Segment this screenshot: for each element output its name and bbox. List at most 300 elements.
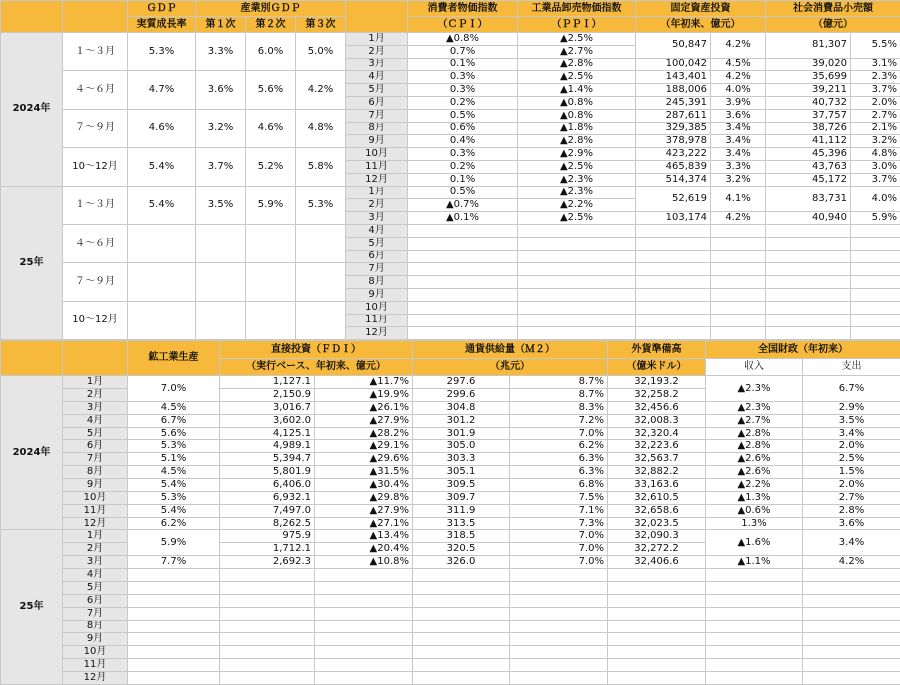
fiscal-revenue: ▲2.6% <box>706 453 803 466</box>
retail-growth <box>851 276 900 289</box>
month-label: 5月 <box>63 427 128 440</box>
quarter-label: 10～12月 <box>63 148 128 186</box>
fdi-growth <box>315 569 413 582</box>
retail-value: 39,211 <box>766 84 851 97</box>
m2-growth: 7.0% <box>510 556 608 569</box>
ppi-header: 工業品卸売物価指数 <box>518 1 636 17</box>
industry-2-value: 6.0% <box>246 33 296 71</box>
month-label: 8月 <box>63 620 128 633</box>
gdp-growth: 5.4% <box>128 148 196 186</box>
retail-value: 81,307 <box>766 33 851 59</box>
fai-value: 287,611 <box>636 109 711 122</box>
mining-value: 6.2% <box>128 517 220 530</box>
fx-value: 32,563.7 <box>608 453 706 466</box>
m2-growth: 6.3% <box>510 453 608 466</box>
cpi-value: 0.7% <box>408 45 518 58</box>
fiscal-revenue <box>706 659 803 672</box>
fai-value: 378,978 <box>636 135 711 148</box>
month-header <box>63 341 128 376</box>
expense-header: 支出 <box>803 359 900 376</box>
fx-value <box>608 646 706 659</box>
cpi-value <box>408 314 518 327</box>
m2-value <box>413 594 510 607</box>
fiscal-expense: 3.4% <box>803 530 900 556</box>
fiscal-revenue <box>706 607 803 620</box>
industry-3-value <box>296 263 346 301</box>
month-label: 5月 <box>63 581 128 594</box>
gdp-growth <box>128 224 196 262</box>
retail-growth <box>851 224 900 237</box>
fiscal-revenue <box>706 594 803 607</box>
fai-subheader: （年初来、億元） <box>636 17 766 33</box>
fai-value <box>636 224 711 237</box>
fx-value: 32,223.6 <box>608 440 706 453</box>
month-label: 4月 <box>63 569 128 582</box>
mining-value <box>128 659 220 672</box>
fiscal-expense <box>803 659 900 672</box>
retail-growth: 3.7% <box>851 173 900 186</box>
fdi-growth: ▲10.8% <box>315 556 413 569</box>
m2-growth <box>510 581 608 594</box>
fai-growth <box>711 327 766 340</box>
ppi-value: ▲0.8% <box>518 109 636 122</box>
m2-value <box>413 620 510 633</box>
month-label: 4月 <box>63 414 128 427</box>
m2-value: 301.2 <box>413 414 510 427</box>
year-label: 25年 <box>1 186 63 340</box>
m2-growth <box>510 594 608 607</box>
ppi-value: ▲2.7% <box>518 45 636 58</box>
fai-growth <box>711 224 766 237</box>
mining-value <box>128 671 220 684</box>
mining-value <box>128 646 220 659</box>
fdi-value <box>220 671 315 684</box>
fx-value: 33,163.6 <box>608 479 706 492</box>
cpi-value: 0.3% <box>408 84 518 97</box>
mining-value: 5.6% <box>128 427 220 440</box>
industry-3-header: 第３次 <box>296 17 346 33</box>
cpi-value <box>408 276 518 289</box>
month-label: 10月 <box>346 301 408 314</box>
industry-gdp-header: 産業別ＧＤＰ <box>196 1 346 17</box>
fiscal-revenue <box>706 633 803 646</box>
fiscal-expense <box>803 607 900 620</box>
fdi-header: 直接投資（ＦＤＩ） <box>220 341 413 359</box>
cpi-header: 消費者物価指数 <box>408 1 518 17</box>
industry-3-value: 5.3% <box>296 186 346 224</box>
fiscal-revenue: ▲2.3% <box>706 401 803 414</box>
m2-growth <box>510 569 608 582</box>
fiscal-expense: 2.0% <box>803 479 900 492</box>
retail-value: 45,396 <box>766 148 851 161</box>
fx-value <box>608 659 706 672</box>
m2-value: 303.3 <box>413 453 510 466</box>
fdi-value: 6,406.0 <box>220 479 315 492</box>
industry-1-value: 3.5% <box>196 186 246 224</box>
retail-growth: 2.0% <box>851 96 900 109</box>
fx-value: 32,658.6 <box>608 504 706 517</box>
mining-value: 5.4% <box>128 479 220 492</box>
retail-growth: 5.9% <box>851 212 900 225</box>
fdi-growth: ▲29.8% <box>315 491 413 504</box>
fdi-value: 6,932.1 <box>220 491 315 504</box>
fiscal-expense: 4.2% <box>803 556 900 569</box>
month-label: 2月 <box>346 45 408 58</box>
m2-growth: 7.5% <box>510 491 608 504</box>
fiscal-expense: 6.7% <box>803 376 900 402</box>
m2-value: 304.8 <box>413 401 510 414</box>
industry-1-value: 3.7% <box>196 148 246 186</box>
month-label: 4月 <box>346 224 408 237</box>
fx-value <box>608 594 706 607</box>
year-label: 2024年 <box>1 33 63 187</box>
fiscal-revenue: ▲2.8% <box>706 440 803 453</box>
month-label: 9月 <box>346 288 408 301</box>
month-label: 3月 <box>63 556 128 569</box>
mining-value: 7.0% <box>128 376 220 402</box>
month-label: 10月 <box>63 646 128 659</box>
ppi-subheader: （ＰＰＩ） <box>518 17 636 33</box>
month-label: 11月 <box>63 659 128 672</box>
retail-value <box>766 263 851 276</box>
m2-growth: 7.3% <box>510 517 608 530</box>
fiscal-expense <box>803 646 900 659</box>
industry-3-value: 5.0% <box>296 33 346 71</box>
mining-value <box>128 620 220 633</box>
m2-value: 299.6 <box>413 389 510 402</box>
m2-growth: 8.7% <box>510 389 608 402</box>
fiscal-revenue: ▲2.6% <box>706 466 803 479</box>
fdi-value: 3,016.7 <box>220 401 315 414</box>
m2-value <box>413 581 510 594</box>
mining-value: 5.4% <box>128 504 220 517</box>
fdi-growth <box>315 646 413 659</box>
cpi-value: 0.5% <box>408 186 518 199</box>
m2-growth: 7.0% <box>510 543 608 556</box>
retail-growth: 2.7% <box>851 109 900 122</box>
ppi-value <box>518 327 636 340</box>
fdi-growth: ▲11.7% <box>315 376 413 389</box>
fiscal-header: 全国財政（年初来） <box>706 341 900 359</box>
industry-3-value: 4.8% <box>296 109 346 147</box>
fai-value: 50,847 <box>636 33 711 59</box>
fai-growth: 4.1% <box>711 186 766 212</box>
industry-2-value: 5.9% <box>246 186 296 224</box>
m2-value: 318.5 <box>413 530 510 543</box>
m2-growth: 7.0% <box>510 427 608 440</box>
fdi-value: 4,125.1 <box>220 427 315 440</box>
fiscal-revenue <box>706 620 803 633</box>
fdi-growth: ▲27.9% <box>315 414 413 427</box>
m2-growth: 8.3% <box>510 401 608 414</box>
fx-value: 32,882.2 <box>608 466 706 479</box>
m2-value <box>413 633 510 646</box>
m2-growth: 6.2% <box>510 440 608 453</box>
fdi-value: 1,127.1 <box>220 376 315 389</box>
retail-value <box>766 327 851 340</box>
fiscal-expense <box>803 671 900 684</box>
fai-growth: 4.2% <box>711 33 766 59</box>
fiscal-revenue: ▲1.3% <box>706 491 803 504</box>
retail-growth: 4.0% <box>851 186 900 212</box>
retail-growth: 2.3% <box>851 71 900 84</box>
month-label: 7月 <box>346 109 408 122</box>
fai-value <box>636 250 711 263</box>
fiscal-expense <box>803 633 900 646</box>
cpi-value: 0.3% <box>408 148 518 161</box>
industry-2-value <box>246 301 296 339</box>
fdi-value: 5,394.7 <box>220 453 315 466</box>
retail-value: 83,731 <box>766 186 851 212</box>
retail-growth: 5.5% <box>851 33 900 59</box>
month-header <box>346 1 408 33</box>
month-label: 3月 <box>63 401 128 414</box>
mining-value: 5.3% <box>128 440 220 453</box>
ppi-value: ▲1.4% <box>518 84 636 97</box>
fiscal-expense: 3.5% <box>803 414 900 427</box>
fx-value: 32,272.2 <box>608 543 706 556</box>
ppi-value: ▲2.9% <box>518 148 636 161</box>
fdi-value: 2,150.9 <box>220 389 315 402</box>
fx-header: 外貨準備高 <box>608 341 706 359</box>
industry-3-value <box>296 224 346 262</box>
fiscal-revenue: ▲2.2% <box>706 479 803 492</box>
m2-growth: 7.1% <box>510 504 608 517</box>
ppi-value <box>518 314 636 327</box>
retail-value: 41,112 <box>766 135 851 148</box>
m2-growth: 7.2% <box>510 414 608 427</box>
ppi-value: ▲1.8% <box>518 122 636 135</box>
fdi-growth: ▲26.1% <box>315 401 413 414</box>
fiscal-revenue <box>706 569 803 582</box>
fiscal-expense: 1.5% <box>803 466 900 479</box>
retail-value: 39,020 <box>766 58 851 71</box>
retail-growth: 2.1% <box>851 122 900 135</box>
retail-growth: 3.2% <box>851 135 900 148</box>
month-label: 4月 <box>346 71 408 84</box>
month-label: 6月 <box>63 594 128 607</box>
ppi-value <box>518 237 636 250</box>
m2-growth <box>510 671 608 684</box>
fai-growth: 3.9% <box>711 96 766 109</box>
mining-value <box>128 569 220 582</box>
retail-value <box>766 301 851 314</box>
ppi-value: ▲0.8% <box>518 96 636 109</box>
retail-value: 40,732 <box>766 96 851 109</box>
cpi-value <box>408 301 518 314</box>
corner-period <box>63 1 128 33</box>
month-label: 11月 <box>346 160 408 173</box>
fai-growth: 4.2% <box>711 71 766 84</box>
quarter-label: ４～６月 <box>63 71 128 109</box>
fdi-growth <box>315 659 413 672</box>
ppi-value <box>518 288 636 301</box>
retail-growth: 3.0% <box>851 160 900 173</box>
industry-3-value: 5.8% <box>296 148 346 186</box>
fiscal-revenue <box>706 581 803 594</box>
fx-subheader: （億米ドル） <box>608 359 706 376</box>
retail-value: 45,172 <box>766 173 851 186</box>
fai-value <box>636 237 711 250</box>
month-label: 12月 <box>63 517 128 530</box>
fai-growth: 3.3% <box>711 160 766 173</box>
quarter-label: １～３月 <box>63 186 128 224</box>
m2-value: 311.9 <box>413 504 510 517</box>
m2-growth: 6.3% <box>510 466 608 479</box>
month-label: 1月 <box>346 186 408 199</box>
retail-growth: 3.1% <box>851 58 900 71</box>
fiscal-revenue: ▲2.3% <box>706 376 803 402</box>
fdi-growth: ▲29.1% <box>315 440 413 453</box>
cpi-value <box>408 250 518 263</box>
industry-2-value: 4.6% <box>246 109 296 147</box>
fdi-value <box>220 594 315 607</box>
retail-value <box>766 250 851 263</box>
fx-value <box>608 633 706 646</box>
month-label: 12月 <box>346 173 408 186</box>
fdi-growth: ▲27.9% <box>315 504 413 517</box>
month-label: 8月 <box>63 466 128 479</box>
fx-value <box>608 569 706 582</box>
fiscal-expense <box>803 620 900 633</box>
bottom-indicator-table <box>0 340 900 685</box>
retail-value: 38,726 <box>766 122 851 135</box>
month-label: 1月 <box>63 376 128 389</box>
m2-value <box>413 671 510 684</box>
retail-growth <box>851 250 900 263</box>
m2-subheader: （兆元） <box>413 359 608 376</box>
cpi-value: 0.3% <box>408 71 518 84</box>
ppi-value: ▲2.8% <box>518 135 636 148</box>
industry-1-value: 3.3% <box>196 33 246 71</box>
mining-value <box>128 594 220 607</box>
ppi-value: ▲2.5% <box>518 71 636 84</box>
mining-value: 5.9% <box>128 530 220 556</box>
m2-growth <box>510 633 608 646</box>
mining-value <box>128 581 220 594</box>
industry-1-value <box>196 301 246 339</box>
industry-3-value <box>296 301 346 339</box>
m2-value: 305.1 <box>413 466 510 479</box>
fdi-growth <box>315 671 413 684</box>
fdi-growth <box>315 607 413 620</box>
fx-value <box>608 671 706 684</box>
fiscal-revenue: ▲1.6% <box>706 530 803 556</box>
fai-value <box>636 314 711 327</box>
cpi-value: 0.2% <box>408 160 518 173</box>
m2-value: 313.5 <box>413 517 510 530</box>
fdi-value <box>220 659 315 672</box>
top-indicator-table <box>0 0 900 340</box>
retail-growth <box>851 237 900 250</box>
fx-value: 32,406.6 <box>608 556 706 569</box>
fdi-growth <box>315 594 413 607</box>
fai-growth <box>711 237 766 250</box>
ppi-value: ▲2.5% <box>518 33 636 46</box>
fdi-value: 3,602.0 <box>220 414 315 427</box>
month-label: 3月 <box>346 212 408 225</box>
month-label: 9月 <box>63 479 128 492</box>
m2-value: 297.6 <box>413 376 510 389</box>
gdp-growth <box>128 263 196 301</box>
fdi-growth: ▲20.4% <box>315 543 413 556</box>
fai-value: 245,391 <box>636 96 711 109</box>
m2-value <box>413 646 510 659</box>
fx-value <box>608 607 706 620</box>
month-label: 11月 <box>346 314 408 327</box>
m2-value <box>413 569 510 582</box>
fdi-growth: ▲31.5% <box>315 466 413 479</box>
m2-value: 305.0 <box>413 440 510 453</box>
cpi-value <box>408 263 518 276</box>
cpi-value: ▲0.1% <box>408 212 518 225</box>
month-label: 1月 <box>63 530 128 543</box>
fiscal-expense: 2.8% <box>803 504 900 517</box>
fx-value: 32,320.4 <box>608 427 706 440</box>
month-label: 3月 <box>346 58 408 71</box>
retail-value <box>766 224 851 237</box>
revenue-header: 収入 <box>706 359 803 376</box>
month-label: 6月 <box>63 440 128 453</box>
cpi-value: 0.5% <box>408 109 518 122</box>
retail-value: 40,940 <box>766 212 851 225</box>
fai-value: 465,839 <box>636 160 711 173</box>
fai-value <box>636 263 711 276</box>
corner-year <box>1 1 63 33</box>
industry-2-value <box>246 224 296 262</box>
m2-value: 301.9 <box>413 427 510 440</box>
fdi-value: 975.9 <box>220 530 315 543</box>
fx-value: 32,090.3 <box>608 530 706 543</box>
fdi-value <box>220 633 315 646</box>
gdp-growth: 4.6% <box>128 109 196 147</box>
m2-value <box>413 607 510 620</box>
mining-value: 4.5% <box>128 466 220 479</box>
fdi-growth: ▲29.6% <box>315 453 413 466</box>
industry-2-value: 5.2% <box>246 148 296 186</box>
fai-value: 143,401 <box>636 71 711 84</box>
fai-growth <box>711 288 766 301</box>
fiscal-expense <box>803 581 900 594</box>
industry-1-value: 3.2% <box>196 109 246 147</box>
retail-value <box>766 314 851 327</box>
m2-growth <box>510 620 608 633</box>
industry-2-value: 5.6% <box>246 71 296 109</box>
fiscal-expense: 2.0% <box>803 440 900 453</box>
fai-value: 100,042 <box>636 58 711 71</box>
fai-value: 329,385 <box>636 122 711 135</box>
retail-value <box>766 237 851 250</box>
month-label: 8月 <box>346 122 408 135</box>
fai-growth: 4.2% <box>711 212 766 225</box>
fai-growth <box>711 276 766 289</box>
retail-header: 社会消費品小売額 <box>766 1 900 17</box>
fdi-value: 1,712.1 <box>220 543 315 556</box>
ppi-value: ▲2.5% <box>518 212 636 225</box>
m2-header: 通貨供給量（Ｍ２） <box>413 341 608 359</box>
fai-growth: 3.4% <box>711 148 766 161</box>
gdp-header: ＧＤＰ <box>128 1 196 17</box>
ppi-value: ▲2.3% <box>518 186 636 199</box>
fdi-value: 8,262.5 <box>220 517 315 530</box>
month-label: 2月 <box>63 389 128 402</box>
cpi-value: ▲0.8% <box>408 33 518 46</box>
month-label: 7月 <box>63 453 128 466</box>
retail-growth: 4.8% <box>851 148 900 161</box>
mining-value: 5.3% <box>128 491 220 504</box>
fai-value <box>636 276 711 289</box>
m2-growth: 7.0% <box>510 530 608 543</box>
